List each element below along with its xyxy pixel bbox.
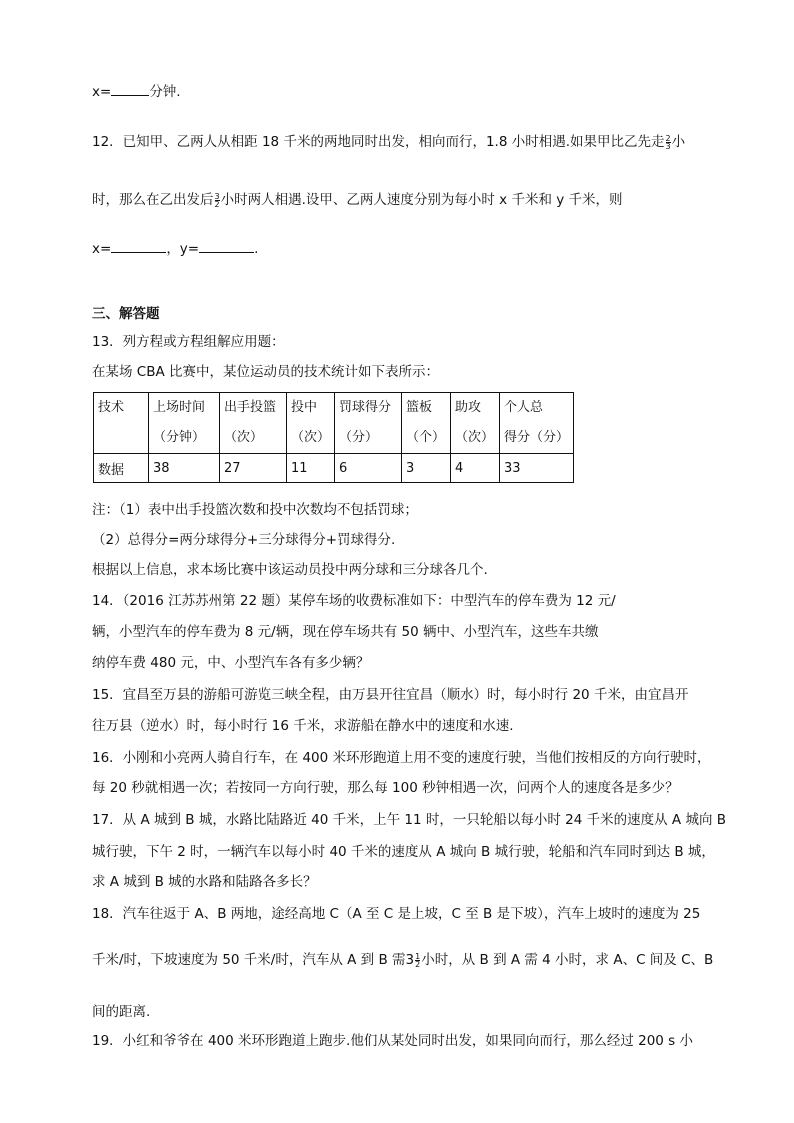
fraction xyxy=(215,193,220,208)
table-header-cell xyxy=(220,393,287,454)
q12-y-label: ，y= xyxy=(166,241,200,257)
fraction-numerator: 2 xyxy=(665,133,671,143)
table-cell: 11 xyxy=(287,454,335,483)
fraction-denominator: 2 xyxy=(214,199,220,209)
mixed-number-whole: 3 xyxy=(405,952,415,968)
header-text: 上场时间 xyxy=(153,400,206,415)
q14-line-2: 辆，小型汽车的停车费为 8 元/辆，现在停车场共有 50 辆中、小型汽车，这些车共缴 xyxy=(92,624,599,640)
header-text: 投中 xyxy=(291,400,318,415)
header-text: 得分（分） xyxy=(504,430,570,445)
stats-table xyxy=(93,392,574,483)
header-text: 出手投篮 xyxy=(224,400,277,415)
table-cell: 38 xyxy=(149,454,220,483)
table-header-cell xyxy=(149,393,220,454)
q18-text: 小时，从 B 到 A 需 4 小时，求 A、C 间及 C、B xyxy=(421,952,714,968)
table-header-cell xyxy=(287,393,335,454)
answer-blank[interactable] xyxy=(111,82,149,96)
q13-note-2: （2）总得分=两分球得分+三分球得分+罚球得分. xyxy=(92,532,396,548)
q13-line-2: 在某场 CBA 比赛中，某位运动员的技术统计如下表所示： xyxy=(92,364,440,380)
q13-question: 根据以上信息，求本场比赛中该运动员投中两分球和三分球各几个. xyxy=(92,562,488,578)
q12-text: 12．已知甲、乙两人从相距 18 千米的两地同时出发，相向而行，1.8 小时相遇.如果甲比乙先走 xyxy=(92,134,665,150)
answer-blank[interactable] xyxy=(199,239,254,253)
header-text: 技术 xyxy=(98,400,125,415)
q11-prefix: x= xyxy=(92,84,112,100)
answer-blank[interactable] xyxy=(111,239,166,253)
header-text: 篮板 xyxy=(406,400,433,415)
q12-text: 时，那么在乙出发后 xyxy=(92,192,214,208)
table-header-cell xyxy=(94,393,149,454)
table-row xyxy=(94,454,574,483)
header-text: （次） xyxy=(455,430,495,445)
table-cell: 6 xyxy=(335,454,402,483)
header-text: 个人总 xyxy=(504,400,544,415)
q12-line-1 xyxy=(92,132,685,152)
table-cell: 27 xyxy=(220,454,287,483)
fraction-denominator: 2 xyxy=(415,959,421,969)
header-text: 罚球得分 xyxy=(339,400,392,415)
header-text: （个） xyxy=(406,430,446,445)
section-title: 三、解答题 xyxy=(92,306,160,322)
fraction-denominator: 3 xyxy=(665,141,671,151)
q11-suffix: 分钟. xyxy=(149,84,181,100)
table-header-cell xyxy=(402,393,451,454)
q17-line-2: 城行驶，下午 2 时，一辆汽车以每小时 40 千米的速度从 A 城向 B 城行驶，轮船和汽车同时到达 B 城， xyxy=(92,844,715,860)
q17-line-1: 17．从 A 城到 B 城，水路比陆路近 40 千米，上午 11 时，一只轮船以每小时 24 千米的速度从 A 城向 B xyxy=(92,812,726,828)
q15-line-1: 15．宜昌至万县的游船可游览三峡全程，由万县开往宜昌（顺水）时，每小时行 20 千米，由宜昌开 xyxy=(92,687,689,703)
q18-line-3: 间的距离. xyxy=(92,1004,151,1020)
fraction xyxy=(666,135,671,150)
header-text: 助攻 xyxy=(455,400,482,415)
fraction-numerator: 1 xyxy=(415,951,421,961)
table-cell: 3 xyxy=(402,454,451,483)
header-text: （次） xyxy=(291,430,331,445)
q12-text: 小时两人相遇.设甲、乙两人速度分别为每小时 x 千米和 y 千米，则 xyxy=(220,192,623,208)
table-header-cell xyxy=(500,393,574,454)
q13-note-1: 注：（1）表中出手投篮次数和投中次数均不包括罚球； xyxy=(92,502,418,518)
q13-line-1: 13．列方程或方程组解应用题： xyxy=(92,334,285,350)
q18-line-1: 18．汽车往返于 A、B 两地，途经高地 C（A 至 C 是上坡，C 至 B 是下坡），汽车上坡时的速度为 25 xyxy=(92,906,701,922)
q12-text: 小 xyxy=(671,134,686,150)
header-text: （次） xyxy=(224,430,264,445)
q14-line-3: 纳停车费 480 元，中、小型汽车各有多少辆？ xyxy=(92,655,370,671)
q12-x-label: x= xyxy=(92,241,112,257)
table-cell: 数据 xyxy=(94,454,149,483)
q17-line-3: 求 A 城到 B 城的水路和陆路各多长？ xyxy=(92,874,317,890)
fraction xyxy=(415,953,420,968)
table-header-cell xyxy=(451,393,500,454)
fraction-numerator: 3 xyxy=(214,191,220,201)
q12-end: . xyxy=(254,241,259,257)
q15-line-2: 往万县（逆水）时，每小时行 16 千米，求游船在静水中的速度和水速. xyxy=(92,718,514,734)
table-cell: 4 xyxy=(451,454,500,483)
q12-answer-line xyxy=(92,239,258,259)
q16-line-1: 16．小刚和小亮两人骑自行车，在 400 米环形跑道上用不变的速度行驶，当他们按相反的方向行驶时， xyxy=(92,750,711,766)
q11-answer-line xyxy=(92,82,181,102)
q18-line-2 xyxy=(92,950,713,970)
table-header-cell xyxy=(335,393,402,454)
table-header-row xyxy=(94,393,574,454)
table-cell: 33 xyxy=(500,454,574,483)
header-text: （分钟） xyxy=(153,430,206,445)
q18-text: 千米/时，下坡速度为 50 千米/时，汽车从 A 到 B 需 xyxy=(92,952,406,968)
q12-line-2 xyxy=(92,190,623,210)
q19-line-1: 19．小红和爷爷在 400 米环形跑道上跑步.他们从某处同时出发，如果同向而行，那么经过 200 s 小 xyxy=(92,1033,693,1049)
q16-line-2: 每 20 秒就相遇一次；若按同一方向行驶，那么每 100 秒钟相遇一次，问两个人的速度各是多少？ xyxy=(92,780,679,796)
header-text: （分） xyxy=(339,430,379,445)
q14-line-1: 14．（2016 江苏苏州第 22 题）某停车场的收费标准如下：中型汽车的停车费为 12 元/ xyxy=(92,593,616,609)
